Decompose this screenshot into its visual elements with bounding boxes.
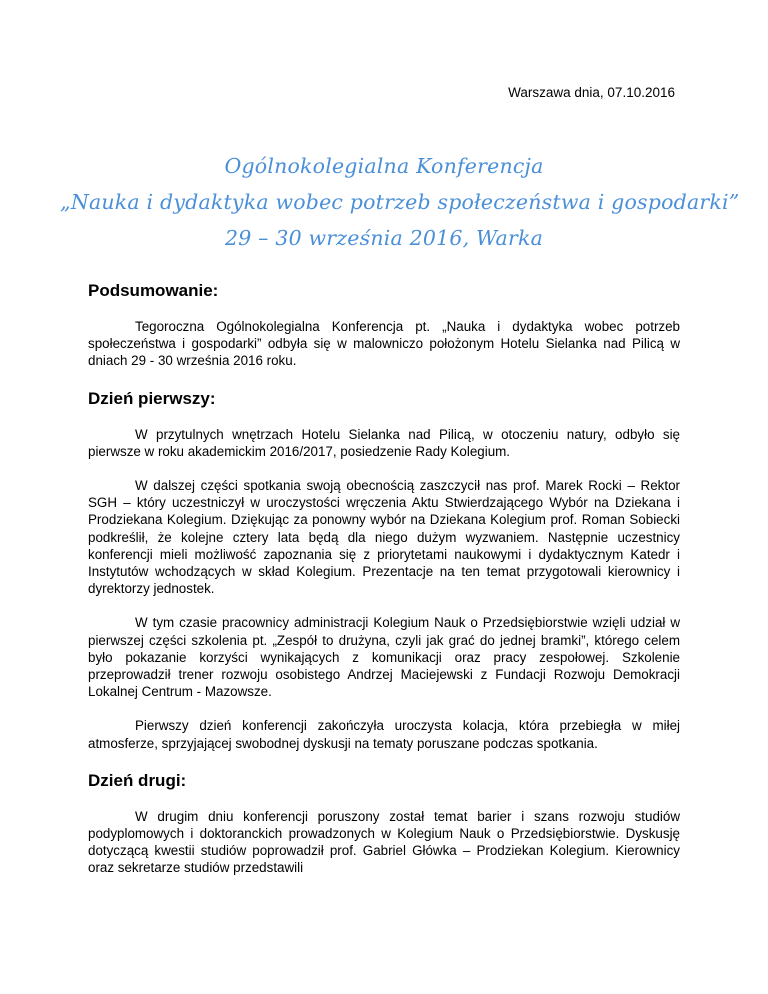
day-one-paragraph-3: W tym czasie pracownicy administracji Kolegium Nauk o Przedsiębiorstwie wzięli udział w pierwszej części szkolenia pt. „Zespół to drużyna, czyli jak grać do jednej bramki”, którego celem było pokazanie korzyści wynikających z komunikacji oraz pracy zespołowej. Szkolenie przeprowadził trener rozwoju osobistego Andrzej Maciejewski z Fundacji Rozwoju Demokracji Lokalnej Centrum - Mazowsze. xyxy=(88,615,680,700)
date-line: Warszawa dnia, 07.10.2016 xyxy=(508,85,675,100)
day-two-paragraph-1: W drugim dniu konferencji poruszony został temat barier i szans rozwoju studiów podyplomowych i doktoranckich prowadzonych w Kolegium Nauk o Przedsiębiorstwie. Dyskusję dotyczącą kwestii studiów poprowadził prof. Gabriel Główka – Prodziekan Kolegium. Kierownicy oraz sekretarze studiów przedstawili xyxy=(88,808,680,876)
title-line-1: Ogólnokolegialna Konferencja xyxy=(224,154,544,178)
title-line-3: 29 – 30 września 2016, Warka xyxy=(224,226,544,250)
title-line-2: „Nauka i dydaktyka wobec potrzeb społeczeństwa i gospodarki” xyxy=(60,190,740,214)
document-body xyxy=(88,281,680,877)
day-one-paragraph-1: W przytulnych wnętrzach Hotelu Sielanka nad Pilicą, w otoczeniu natury, odbyło się pierwsze w roku akademickim 2016/2017, posiedzenie Rady Kolegium. xyxy=(88,426,680,459)
summary-paragraph: Tegoroczna Ogólnokolegialna Konferencja pt. „Nauka i dydaktyka wobec potrzeb społeczeństwa i gospodarki” odbyła się w malowniczo położonym Hotelu Sielanka nad Pilicą w dniach 29 - 30 września 2016 roku. xyxy=(88,319,680,369)
heading-day-two: Dzień drugi: xyxy=(88,770,187,790)
day-one-paragraph-2: W dalszej części spotkania swoją obecnością zaszczycił nas prof. Marek Rocki – Rektor SGH – który uczestniczył w uroczystości wręczenia Aktu Stwierdzającego Wybór na Dziekana i Prodziekana Kolegium. Dziękując za ponowny wybór na Dziekana Kolegium prof. Roman Sobiecki podkreślił, że kolejne cztery lata będą dla niego dużym wyzwaniem. Następnie uczestnicy konferencji mieli możliwość zapoznania się z priorytetami naukowymi i dydaktycznym Katedr i Instytutów wchodzących w skład Kolegium. Prezentacje na ten temat przygotowali kierownicy i dyrektorzy jednostek. xyxy=(88,478,680,597)
day-one-paragraph-4: Pierwszy dzień konferencji zakończyła uroczysta kolacja, która przebiegła w miłej atmosferze, sprzyjającej swobodnej dyskusji na tematy poruszane podczas spotkania. xyxy=(88,718,680,751)
conference-title xyxy=(60,148,740,256)
heading-summary: Podsumowanie: xyxy=(88,281,219,300)
heading-day-one: Dzień pierwszy: xyxy=(88,388,216,408)
